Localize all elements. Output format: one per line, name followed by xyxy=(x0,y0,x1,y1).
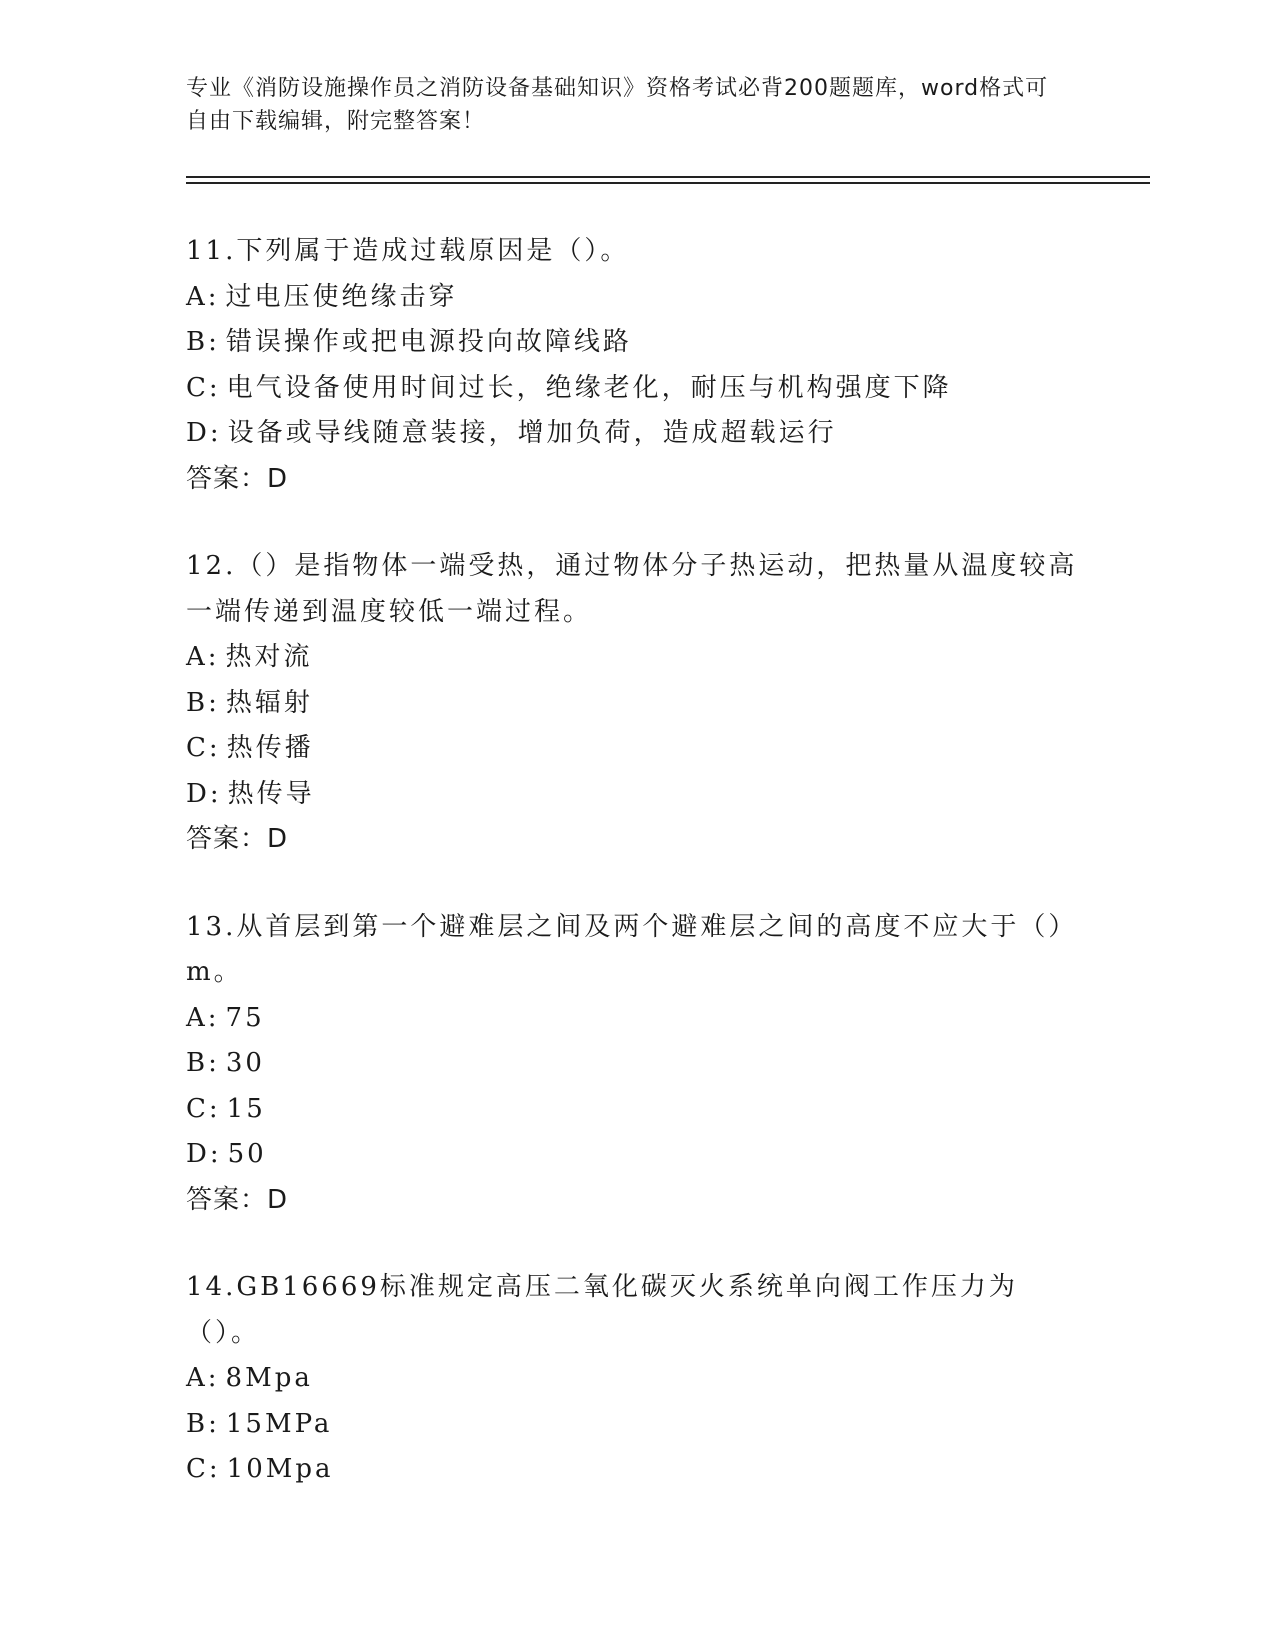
option-text: 错误操作或把电源投向故障线路 xyxy=(225,327,632,357)
option-c xyxy=(186,726,1086,772)
option-c xyxy=(186,1087,1086,1133)
question-stem: 14.GB16669标准规定高压二氧化碳灭火系统单向阀工作压力为（）。 xyxy=(186,1272,1018,1348)
option-a xyxy=(186,635,1086,681)
option-b xyxy=(186,1402,1086,1448)
option-text: 设备或导线随意装接，增加负荷，造成超载运行 xyxy=(227,418,837,448)
answer-line: 答案：D xyxy=(186,463,289,494)
option-b xyxy=(186,681,1086,727)
header-divider-top xyxy=(186,176,1150,178)
question-12 xyxy=(186,544,1086,863)
option-key: B: xyxy=(186,1048,220,1078)
option-text: 75 xyxy=(225,1002,265,1033)
option-text: 热传导 xyxy=(227,778,315,809)
option-text: 10Mpa xyxy=(226,1454,334,1484)
option-key: B: xyxy=(186,687,220,718)
header-divider-bottom xyxy=(186,182,1150,184)
option-text: 电气设备使用时间过长，绝缘老化，耐压与机构强度下降 xyxy=(226,372,952,403)
option-key: A: xyxy=(186,1363,220,1393)
option-b xyxy=(186,320,1086,366)
option-b xyxy=(186,1041,1086,1087)
option-key: A: xyxy=(186,1002,220,1033)
option-key: B: xyxy=(186,1408,220,1439)
option-key: A: xyxy=(186,642,220,672)
option-text: 15 xyxy=(226,1093,266,1124)
option-d xyxy=(186,411,1086,457)
option-text: 50 xyxy=(227,1139,267,1169)
answer-line: 答案：D xyxy=(186,824,289,854)
option-text: 30 xyxy=(225,1048,265,1078)
option-text: 过电压使绝缘击穿 xyxy=(225,281,458,312)
option-key: D: xyxy=(186,1139,222,1169)
option-text: 15MPa xyxy=(225,1408,333,1439)
option-key: D: xyxy=(186,778,222,809)
option-key: D: xyxy=(186,418,222,448)
document-header xyxy=(186,72,1066,138)
question-stem: 13.从首层到第一个避难层之间及两个避难层之间的高度不应大于（）m。 xyxy=(186,911,1078,987)
question-stem: 11.下列属于造成过载原因是（）。 xyxy=(186,236,630,266)
option-key: A: xyxy=(186,281,220,312)
question-list xyxy=(186,229,1086,1535)
option-key: B: xyxy=(186,327,220,357)
option-c xyxy=(186,1447,1086,1493)
question-11 xyxy=(186,229,1086,502)
option-d xyxy=(186,1132,1086,1178)
option-a xyxy=(186,275,1086,321)
option-key: C: xyxy=(186,372,221,403)
option-text: 热对流 xyxy=(225,642,313,672)
option-c xyxy=(186,366,1086,412)
option-key: C: xyxy=(186,733,221,763)
answer-line: 答案：D xyxy=(186,1184,289,1215)
option-text: 8Mpa xyxy=(225,1363,313,1393)
question-14 xyxy=(186,1265,1086,1493)
option-a xyxy=(186,1356,1086,1402)
question-13 xyxy=(186,905,1086,1224)
header-title: 专业《消防设施操作员之消防设备基础知识》资格考试必背200题题库，word格式可自由下载编辑，附完整答案！ xyxy=(186,76,1049,134)
question-stem: 12.（）是指物体一端受热，通过物体分子热运动，把热量从温度较高一端传递到温度较低一端过程。 xyxy=(186,551,1078,627)
option-key: C: xyxy=(186,1454,221,1484)
option-text: 热传播 xyxy=(226,733,314,763)
option-key: C: xyxy=(186,1093,221,1124)
option-text: 热辐射 xyxy=(225,687,313,718)
option-d xyxy=(186,772,1086,818)
option-a xyxy=(186,996,1086,1042)
